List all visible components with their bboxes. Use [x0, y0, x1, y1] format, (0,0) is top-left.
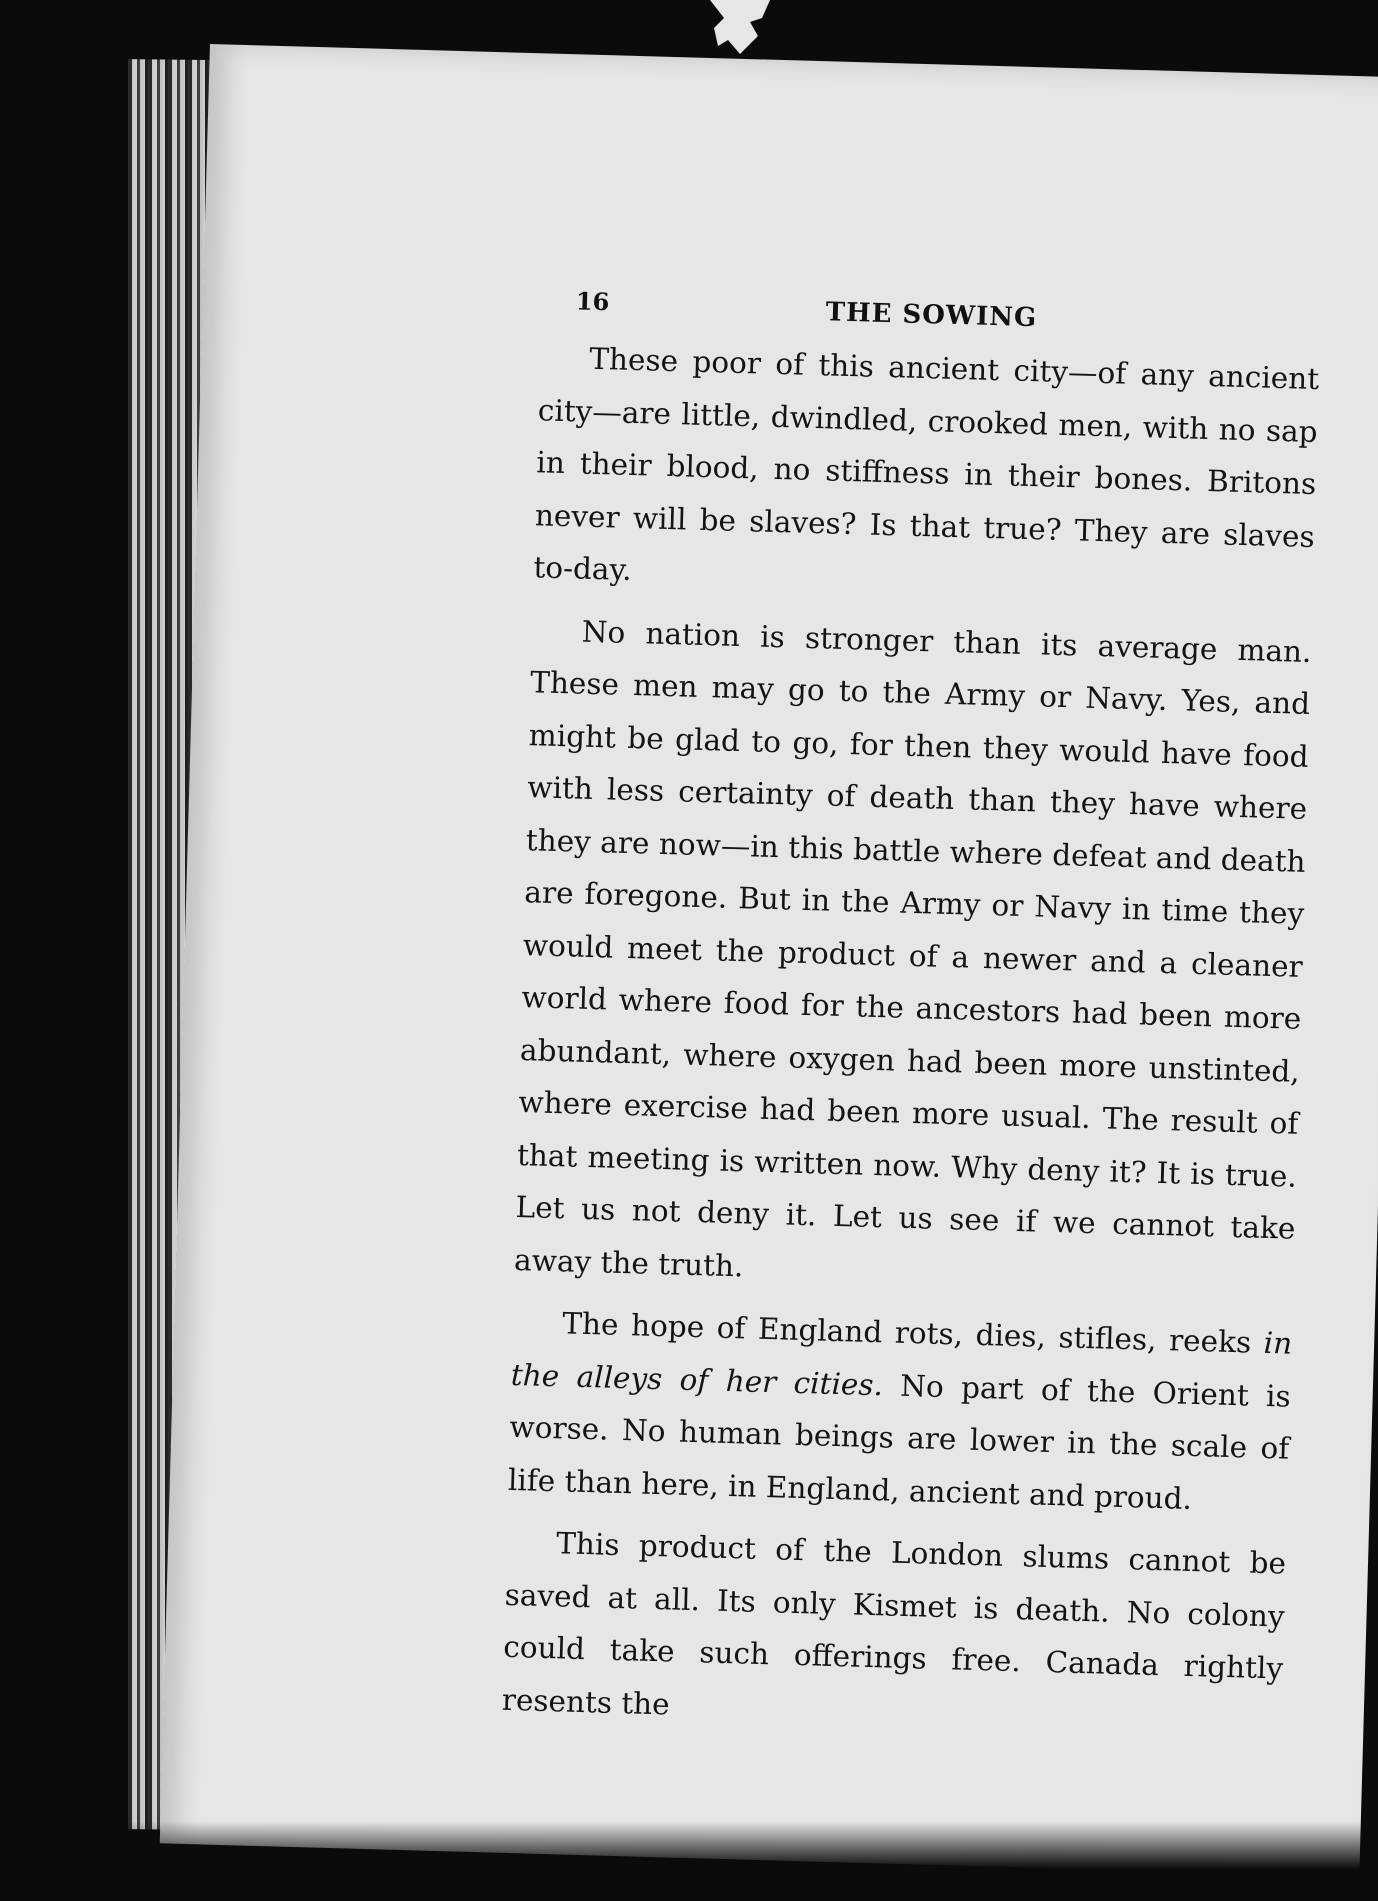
paragraph-3-text-end: No part of the Orient is worse. No human beings are lower in the scale of life than here, in England, ancient and proud. [507, 1367, 1292, 1516]
paragraph-1: These poor of this ancient city—of any ancient city—are little, dwindled, crooked men, with no sap in their blood, no stiffness in their bones. Britons never will be slaves? Is that true? They are slaves to-day. [533, 341, 1320, 587]
paragraph-4: This product of the London slums cannot be saved at all. Its only Kismet is death. No colony could take such offerings free. Canada rightly resents the [501, 1526, 1287, 1721]
paragraph-2: No nation is stronger than its average man. These men may go to the Army or Navy. Yes, and might be glad to go, for then they would have food with less certainty of death than they have where they are now—in this battle where defeat and death are foregone. But in the Army or Navy in time they would meet the product of a newer and a cleaner world where food for the ancestors had been more abundant, where oxygen had been more unstinted, where exercise had been more usual. The result of that meeting is written now. Why deny it? It is true. Let us not deny it. Let us see if we cannot take away the truth. [513, 614, 1312, 1283]
paragraph-3 [507, 1296, 1293, 1528]
book-page [160, 44, 1378, 1877]
body-text [501, 331, 1320, 1747]
bottom-scan-shadow [0, 1821, 1378, 1901]
paragraph-3-italic-phrase: in the alleys of her cities. [510, 1325, 1293, 1402]
page-number: 16 [575, 286, 610, 317]
paragraph-3-text-start: The hope of England rots, dies, stifles, reeks [561, 1306, 1265, 1360]
running-title: THE SOWING [825, 297, 1038, 334]
torn-corner-mark [700, 0, 780, 58]
